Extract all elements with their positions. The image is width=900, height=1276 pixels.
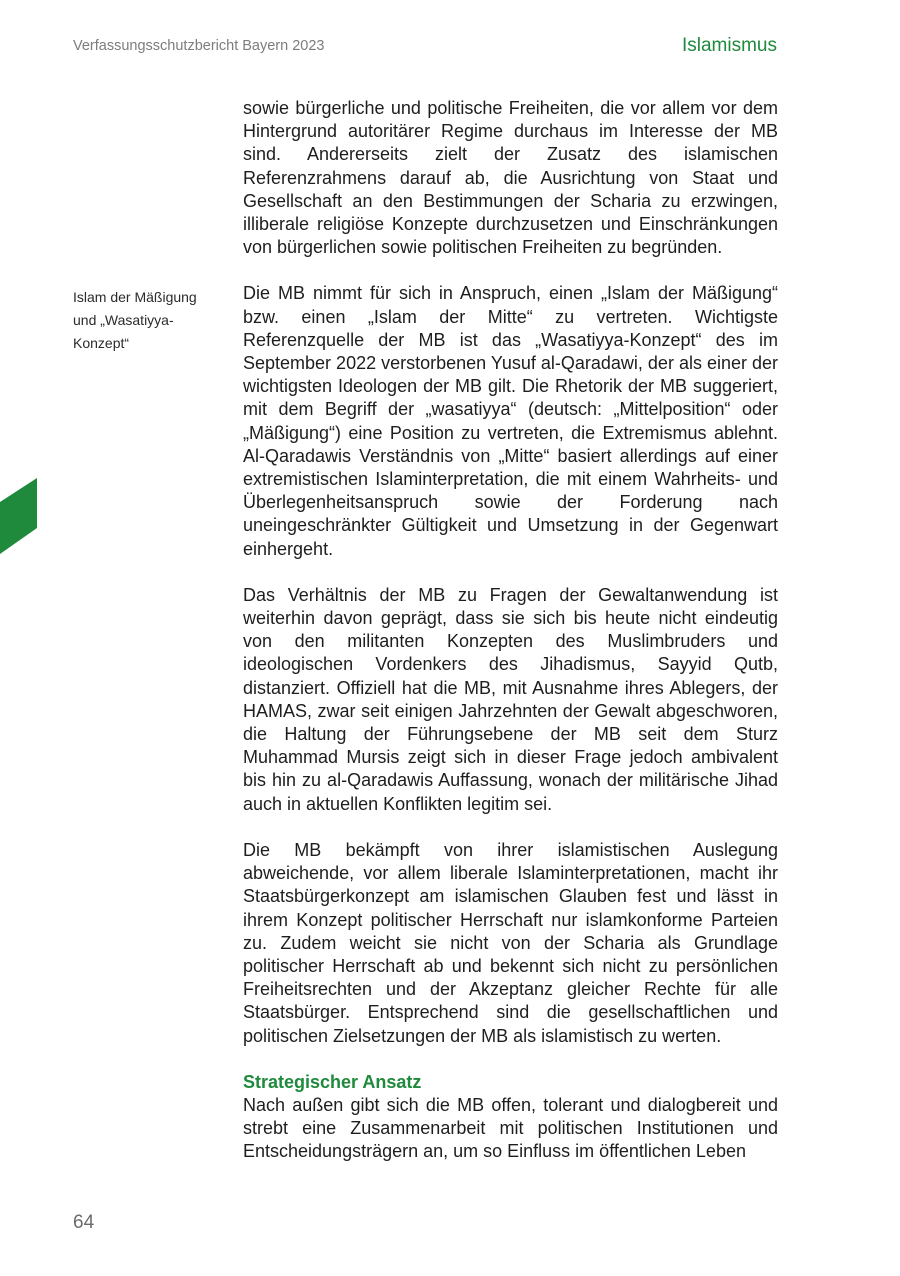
page-number: 64 xyxy=(73,1212,95,1233)
subsection-paragraph: Nach außen gibt sich die MB offen, tolerant und dialogbereit und strebt eine Zusammenarbeit mit politischen Institutionen und Entscheidungsträgern an, um so Einfluss im öffentlichen Leben xyxy=(243,1094,778,1162)
paragraph-1: sowie bürgerliche und politische Freiheiten, die vor allem vor dem Hintergrund autoritärer Regime durchaus im Interesse der MB sind. Andererseits zielt der Zusatz des islamischen Referenzrahmens darauf ab, die Ausrichtung von Staat und Gesellschaft an den Bestimmungen der Scharia zu erzwingen, illiberale religiöse Konzepte durchzusetzen und Einschränkungen von bürgerlichen sowie politischen Freiheiten zu begründen. xyxy=(243,98,778,258)
paragraph-2: Die MB nimmt für sich in Anspruch, einen „Islam der Mäßigung“ bzw. einen „Islam der Mitte“ zu vertreten. Wichtigste Referenzquelle der MB ist das „Wasatiyya-Konzept“ des im September 2022 verstorbenen Yusuf al-Qaradawi, der als einer der wichtigsten Ideologen der MB gilt. Die Rhetorik der MB suggeriert, mit dem Begriff der „wasatiyya“ (deutsch: „Mittelposition“ oder „Mäßigung“) eine Position zu vertreten, die Extremismus ablehnt. Al-Qaradawis Verständnis von „Mitte“ basiert allerdings auf einer extremistischen Islaminterpretation, die mit einem Wahrheits- und Überlegenheitsanspruch sowie der Forderung nach uneingeschränkter Gültigkeit und Umsetzung in der Gegenwart einhergeht. xyxy=(243,283,778,559)
running-header-section: Islamismus xyxy=(681,35,777,56)
paragraph-4: Die MB bekämpft von ihrer islamistischen Auslegung abweichende, vor allem liberale Islaminterpretationen, macht ihr Staatsbürgerkonzept am islamischen Glauben fest und lässt in ihrem Konzept politischer Herrschaft nur islamkonforme Parteien zu. Zudem weicht sie nicht von der Scharia als Grundlage politischer Herrschaft ab und bekennt sich nicht zu persönlichen Freiheitsrechten und der Akzeptanz gleicher Rechte für alle Staatsbürger. Entsprechend sind die gesellschaftlichen und politischen Zielsetzungen der MB als islamistisch zu werten. xyxy=(243,839,778,1046)
margin-note: Islam der Mäßigung und „Wasatiyya-Konzept“ xyxy=(73,289,197,351)
paragraph-3: Das Verhältnis der MB zu Fragen der Gewaltanwendung ist weiterhin davon geprägt, dass sie sich bis heute nicht eindeutig von den militanten Konzepten des Muslimbruders und ideologischen Vordenkers des Jihadismus, Sayyid Qutb, distanziert. Offiziell hat die MB, mit Ausnahme ihres Ablegers, der HAMAS, zwar seit einigen Jahrzehnten der Gewalt abgeschworen, die Haltung der Führungsebene der MB seit dem Sturz Muhammad Mursis zeigt sich in dieser Frage jedoch ambivalent bis hin zu al-Qaradawis Auffassung, wonach der militärische Jihad auch in aktuellen Konflikten legitim sei. xyxy=(243,584,778,814)
main-text-column xyxy=(243,97,778,1164)
section-marker-shape xyxy=(0,478,37,554)
running-header-publication: Verfassungsschutzbericht Bayern 2023 xyxy=(73,38,325,54)
subsection-heading: Strategischer Ansatz xyxy=(243,1071,422,1092)
section-marker-tab xyxy=(0,478,37,554)
